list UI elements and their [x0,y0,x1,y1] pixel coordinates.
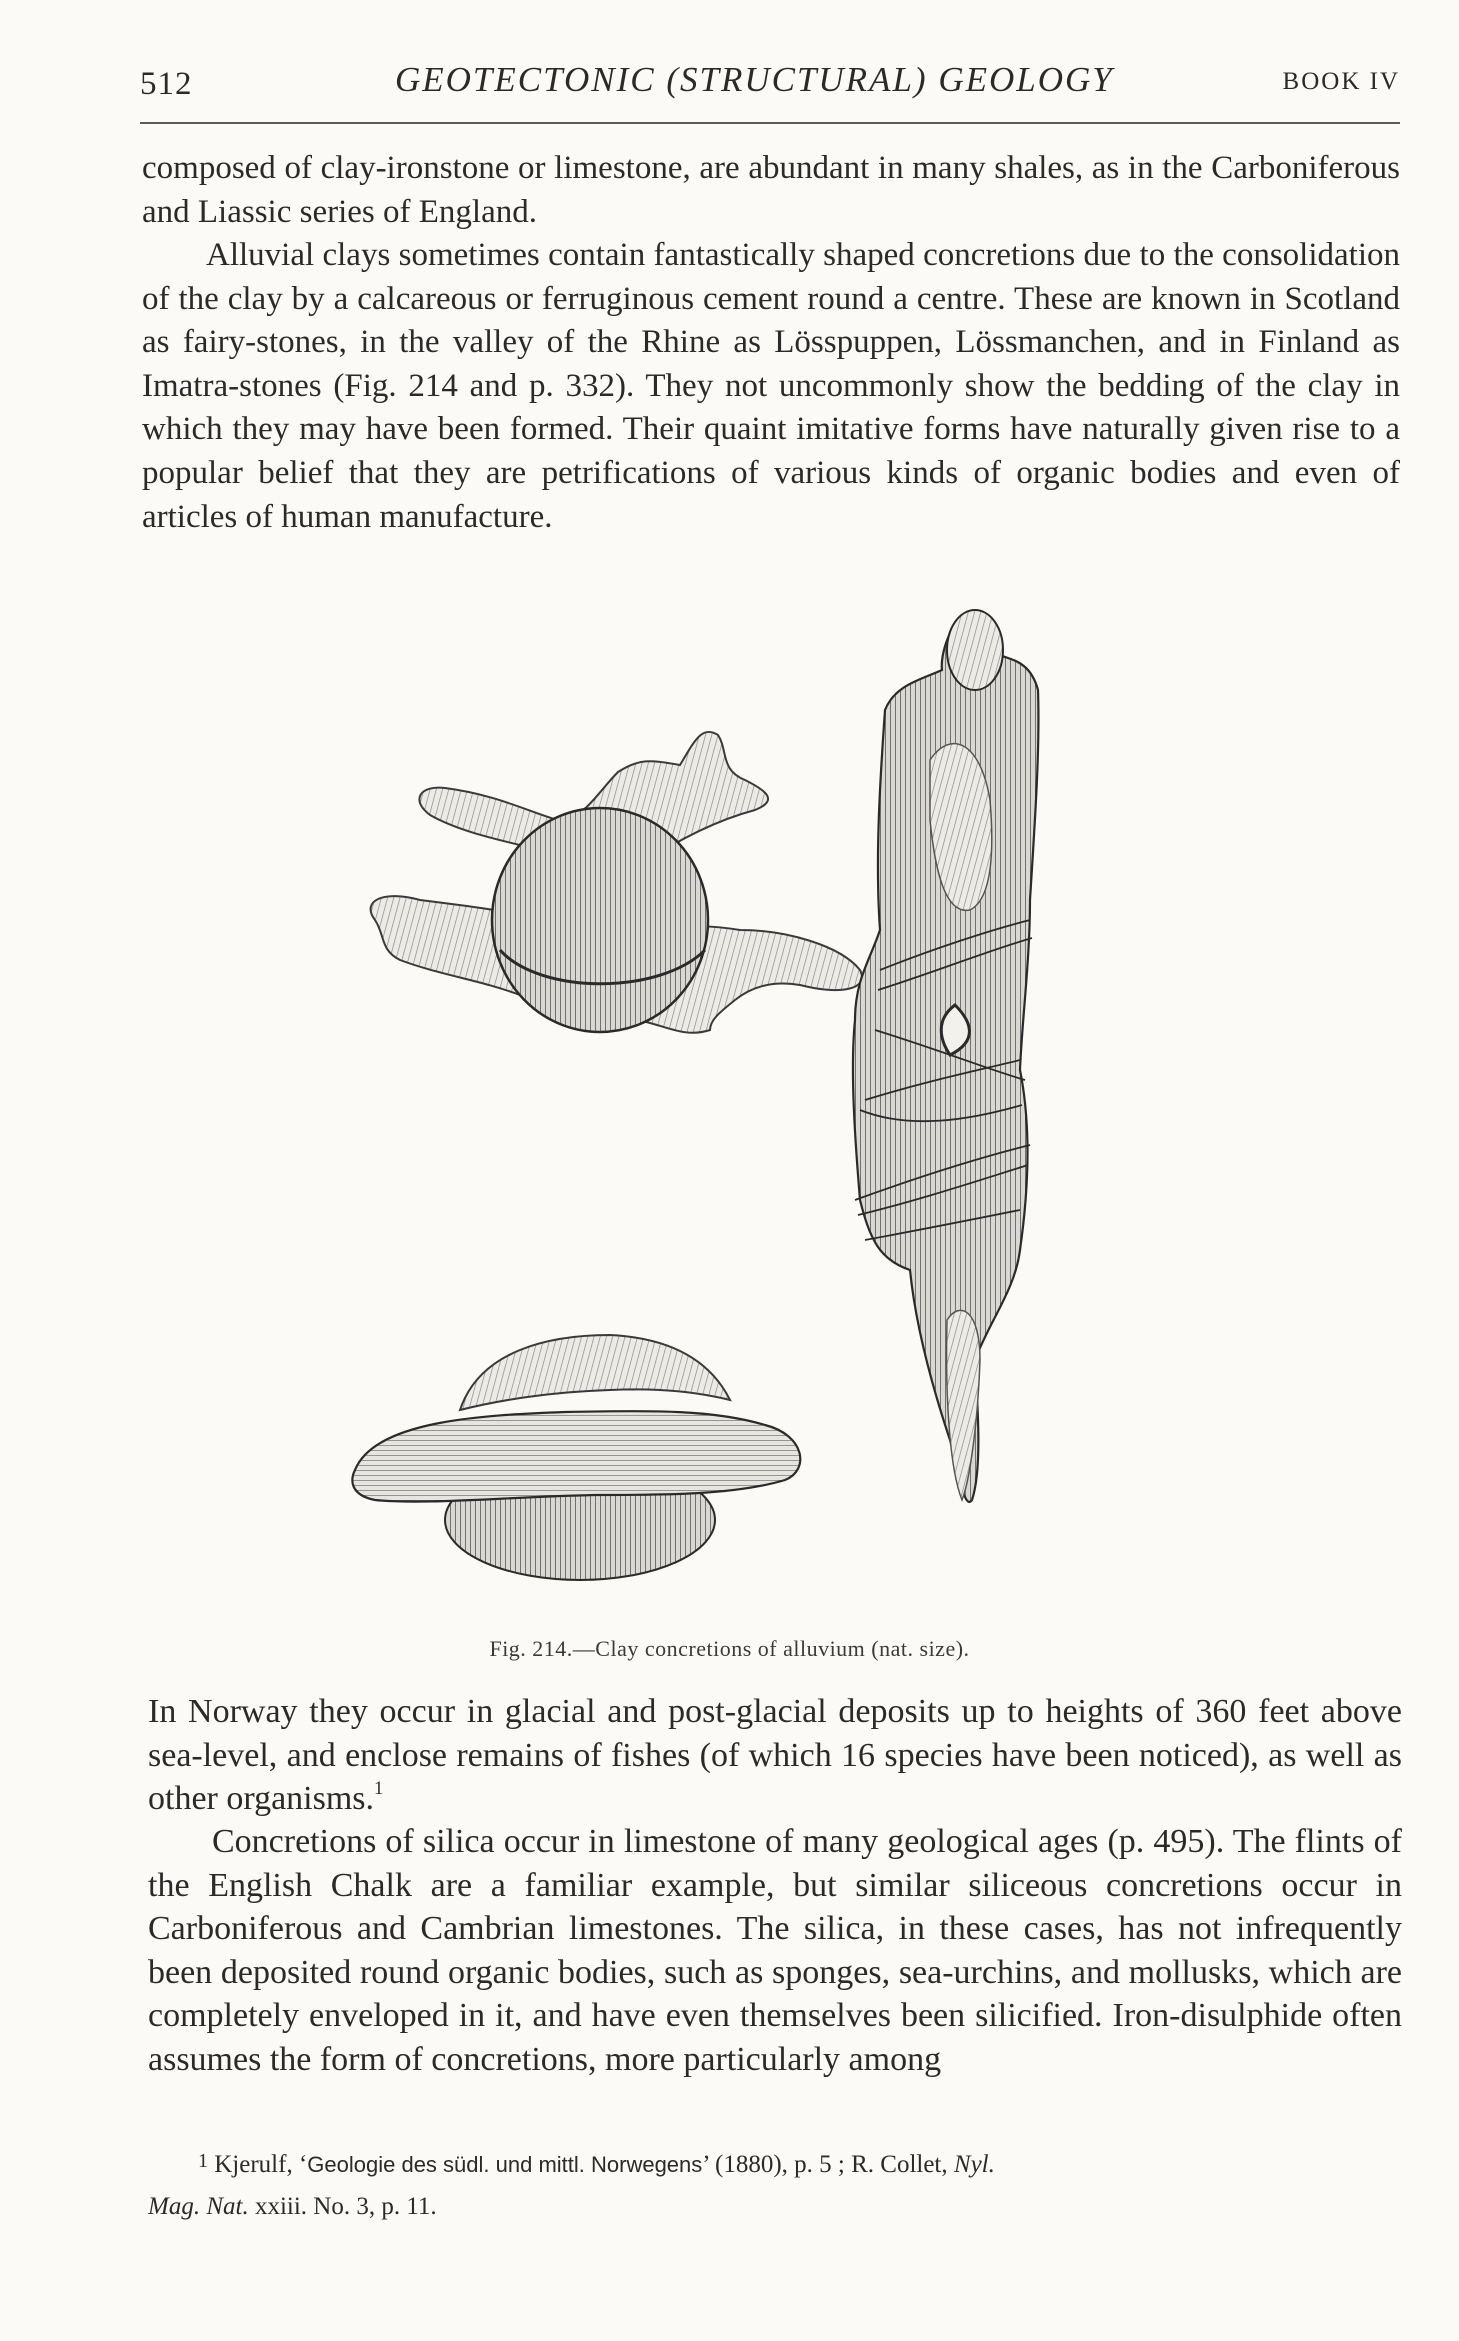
concretion-lower-left [352,1335,800,1580]
footnote-part3: xxiii. No. 3, p. 11. [254,2193,437,2220]
paragraph-2: Alluvial clays sometimes contain fantastically shaped concretions due to the consolidation of the clay by a calcareous or ferruginous cement round a centre. These are known in Scotland as fairy-stones, in the valley of the Rhine as Lösspuppen, Lössmanchen, and in Finland as Imatra-stones (Fig. 214 and p. 332). They not uncommonly show the bedding of the clay in which they may have been formed. Their quaint imitative forms have naturally given rise to a popular belief that they are petrifications of various kinds of organic bodies and even of articles of human manufacture. [142,237,1400,535]
running-title: GEOTECTONIC (STRUCTURAL) GEOLOGY [395,60,1114,99]
page-number: 512 [140,66,193,102]
running-header [140,52,1400,112]
book-label: BOOK IV [1282,68,1400,95]
footnote-journal-2: Mag. Nat. [148,2193,249,2220]
concretion-right-tall [853,610,1039,1502]
figure-caption: Fig. 214.—Clay concretions of alluvium (nat. size). [489,1636,970,1661]
paragraph-3 [148,1690,1402,1821]
footnote-title: Geologie des südl. und mittl. Norwegens [307,2152,703,2177]
footnote-journal-1: Nyl. [953,2151,995,2178]
paragraph-1: composed of clay-ironstone or limestone, are abundant in many shales, as in the Carboniferous and Liassic series of England. [142,150,1400,230]
footnote [148,2140,1400,2228]
concretion-upper-left [371,732,862,1033]
footnote-part1: Kjerulf, ‘ [214,2151,308,2178]
footnote-mark: 1 [198,2150,208,2172]
header-rule [140,122,1400,124]
figure-214-illustration [350,600,1170,1610]
paragraph-3-text: In Norway they occur in glacial and post-glacial deposits up to heights of 360 feet above sea-level, and enclose remains of fishes (of which 16 species have been noticed), as well as other organisms. [148,1693,1402,1817]
paragraph-4: Concretions of silica occur in limestone of many geological ages (p. 495). The flints of the English Chalk are a familiar example, but similar siliceous concretions occur in Carboniferous and Cambrian limestones. The silica, in these cases, has not infrequently been deposited round organic bodies, such as sponges, sea-urchins, and mollusks, which are completely enveloped in it, and have even themselves been silicified. Iron-disulphide often assumes the form of concretions, more particularly among [148,1823,1402,2078]
footnote-part2: ’ (1880), p. 5 ; R. Collet, [702,2151,948,2178]
footnote-reference: 1 [374,1778,384,1800]
